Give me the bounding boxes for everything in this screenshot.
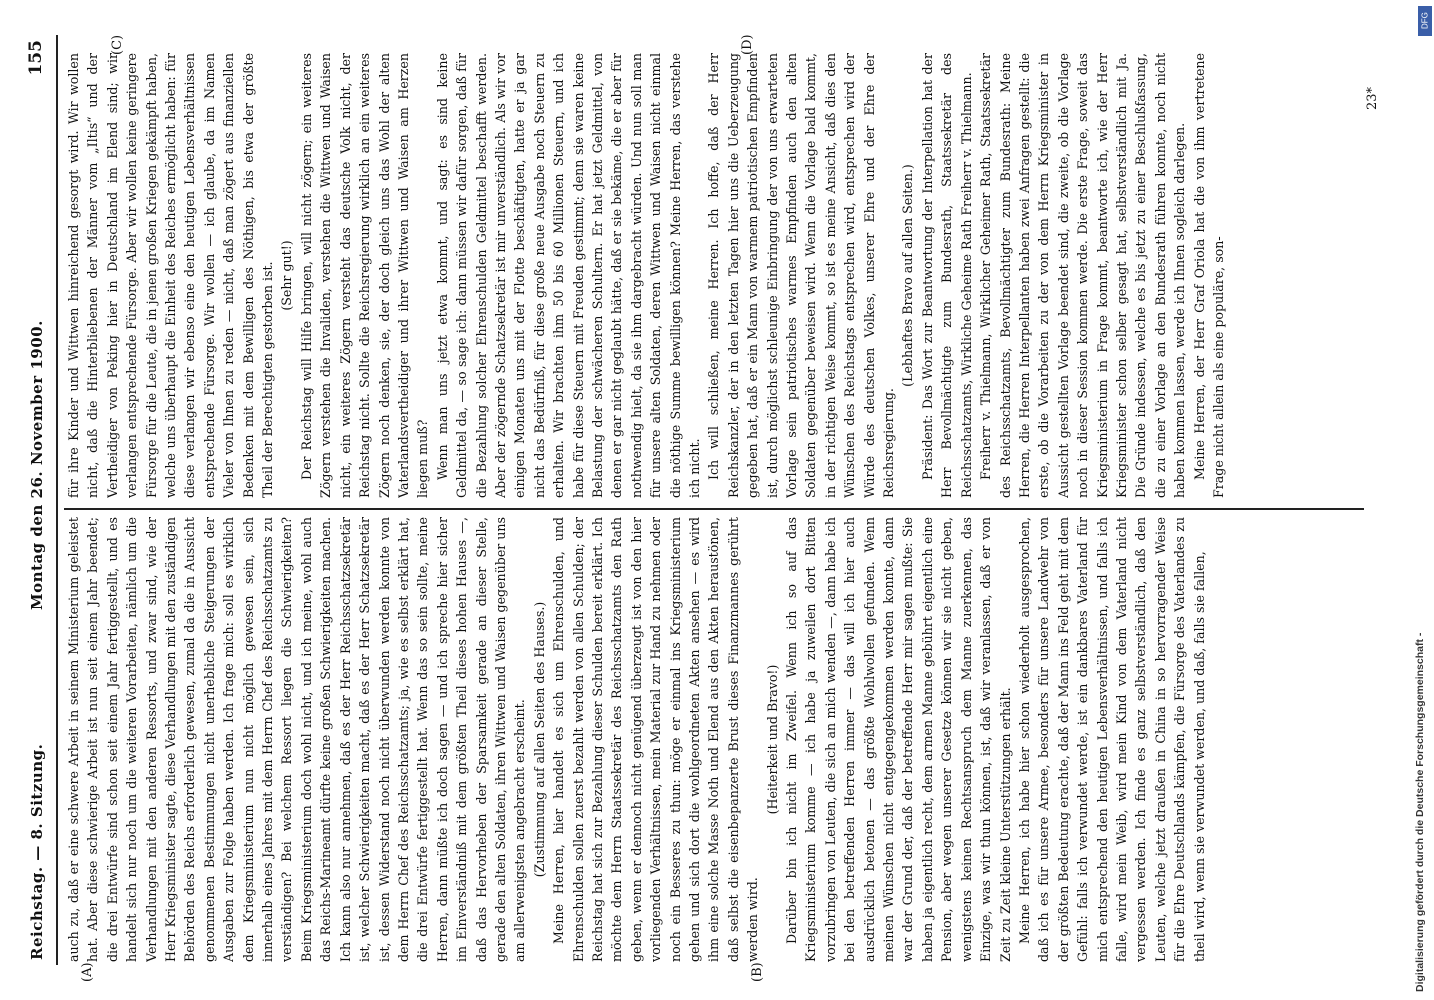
margin-mark-b: (B) bbox=[750, 962, 765, 982]
paragraph: Darüber bin ich nicht im Zweifel. Wenn ich so auf das Kriegsministerium komme — ich habe ja zuweilen dort Bitten vorzubringen von Leuten, die sich an mich wenden —, dann habe ich bei den betreffenden Herren immer — das will ich hier auch ausdrücklich betonen — das größte Wohlwollen gefunden. Wenn meinen Wünschen nicht entgegengekommen werden konnte, dann war der Grund der, daß der betreffende Herr mir sagen mußte: Sie haben ja eigentlich recht, dem armen Manne gebührt eigentlich eine Pension, aber wegen unserer Gesetze können wir sie nicht geben, wenigstens keinen Rechtsanspruch dem Manne zuerkennen, das Einzige, was wir thun können, ist, daß wir veranlassen, daß er von Zeit zu Zeit kleine Unterstützungen erhält. bbox=[784, 517, 1013, 962]
paragraph: Der Reichstag will Hilfe bringen, will nicht zögern; ein weiteres Zögern verstehen die Invaliden, verstehen die Wittwen und Waisen nicht, ein weiteres Zögern versteht das deutsche Volk nicht, der Reichstag nicht. Sollte die Reichsregierung wirklich an ein weiteres Zögern noch denken, sie, der doch gleich uns das Wohl der alten Vaterlandsvertheidiger und ihrer Wittwen und Waisen am Herzen liegen muß? bbox=[298, 53, 431, 498]
header-date: Montag den 26. November 1900. bbox=[28, 320, 46, 610]
paragraph: auch zu, daß er eine schwere Arbeit in seinem Ministerium geleistet hat. Aber diese schwierige Arbeit ist nun seit einem Jahr beendet; die drei Entwürfe sind schon seit einem Jahr fertiggestellt, und es handelt sich nur noch um die weiteren Vorarbeiten, nämlich um die Verhandlungen mit den anderen Ressorts, und zwar sind, wie der Herr Kriegsminister sagte, diese Verhandlungen mit den zuständigen Behörden des Reichs erforderlich gewesen, zumal da die in Aussicht genommenen Bestimmungen nicht unerhebliche Steigerungen der Ausgaben zur Folge haben werden. Ich frage mich: soll es wirklich dem Kriegsministerium nun nicht möglich gewesen sein, sich innerhalb eines Jahres mit dem Herrn Chef des Reichsschatzamts zu verständigen? Bei welchem Ressort liegen die Schwierigkeiten? Beim Kriegsministerium doch wohl nicht, und ich meine, wohl auch das Reichs-Marineamt dürfte keine großen Schwierigkeiten machen. Ich kann also nur annehmen, daß es der Herr Reichsschatzsekretär ist, welcher Schwierigkeiten macht, daß es der Herr Schatzsekretär ist, dessen Widerstand noch nicht überwunden werden konnte von dem Herrn Chef des Reichsschatzamts; ja, wie es selbst erklärt hat, die drei Entwürfe fertiggestellt hat. Wenn das so sein sollte, meine Herren, dann müßte ich doch sagen — und ich spreche hier sicher im Einverständniß mit dem größten Theil dieses hohen Hauses —, daß das Hervorheben der Sparsamkeit gerade an dieser Stelle, gerade den alten Soldaten, ihren Wittwen und Waisen gegenüber uns am allerwenigsten angebracht erscheint. bbox=[66, 517, 528, 962]
digitization-note: Digitalisierung gefördert durch die Deutsche Forschungsgemeinschaft - bbox=[1414, 632, 1426, 992]
page-number: 155 bbox=[26, 40, 46, 76]
paragraph: Wenn man uns jetzt etwa kommt, und sagt: es sind keine Geldmittel da, — so sage ich: dann müssen wir dafür sorgen, daß für die Bezahlung solcher Ehrenschulden Geldmittel beschafft werden. Aber der zögernde Schatzsekretär ist mir unverständlich. Als wir vor einigen Monaten uns mit der Flotte beschäftigten, hatte er ja gar nicht das Bedürfniß, für diese große neue Ausgabe noch Steuern zu erhalten. Wir brachten ihm 50 bis 60 Millionen Steuern, und ich habe für diese Steuern mit Freuden gestimmt; denn sie waren keine Belastung der schwächeren Schultern. Er hat jetzt Geldmittel, von denen er gar nicht geglaubt hätte, daß er sie bekäme, die er aber für nothwendig hielt, da sie ihm dargebracht würden. Und nun soll man für unsere alten Soldaten, deren Wittwen und Waisen nicht einmal die nöthige Summe bewilligen können? Meine Herren, das verstehe ich nicht. bbox=[434, 53, 702, 498]
dfg-logo-icon: DFG bbox=[1418, 6, 1432, 36]
header-rule bbox=[56, 35, 58, 965]
paragraph: für ihre Kinder und Wittwen hinreichend gesorgt wird. Wir wollen nicht, daß die Hinterbliebenen der Männer vom „Iltis“ und der Vertheidiger von Peking hier in Deutschland im Elend sind; wir verlangen entsprechende Fürsorge. Aber wir wollen keine geringere Fürsorge für die Leute, die in jenen großen Kriegen gekämpft haben, welche uns überhaupt die Einheit des Reiches ermöglicht haben: für diese verlangen wir ebenso eine den heutigen Lebensverhältnissen entsprechende Fürsorge. Wir wollen — ich glaube, da im Namen Vieler von Ihnen zu reden — nicht, daß man zögert aus finanziellen Bedenken mit dem Bewilligen des Nöthigen, bis etwa der größte Theil der Berechtigten gestorben ist. bbox=[66, 53, 276, 498]
paragraph: Meine Herren, der Herr Graf Oriola hat die von ihm vertretene Frage nicht allein als eine populäre, son- bbox=[1191, 53, 1226, 498]
interjection: (Lebhaftes Bravo auf allen Seiten.) bbox=[900, 164, 916, 387]
column-rule bbox=[64, 508, 1364, 510]
paragraph: Präsident: Das Wort zur Beantwortung der Interpellation hat der Herr Bevollmächtigte zum Bundesrath, Staatssekretär des Reichsschatzamts, Wirkliche Geheime Rath Freiherr v. Thielmann. bbox=[919, 53, 974, 498]
paragraph: Freiherr v. Thielmann, Wirklicher Geheimer Rath, Staatssekretär des Reichsschatzamts, Bevollmächtigter zum Bundesrath: Meine Herren, die Herren Interpellanten haben zwei Anfragen gestellt: die erste, ob die Vorarbeiten zu der von dem Herrn Kriegsminister in Aussicht gestellten Vorlage beendet sind, die zweite, ob die Vorlage noch in dieser Session kommen werde. Die erste Frage, soweit das Kriegsministerium in Frage kommt, beantworte ich, wie der Herr Kriegsminister schon selber gesagt hat, selbstverständlich mit Ja. Die Gründe indessen, welche es bis jetzt zu einer Beschlußfassung, die zu einer Vorlage an den Bundesrath führen konnte, noch nicht haben kommen lassen, werde ich Ihnen sogleich darlegen. bbox=[978, 53, 1188, 498]
interjection: (Zustimmung auf allen Seiten des Hauses.) bbox=[531, 601, 547, 878]
right-column bbox=[64, 53, 1380, 498]
margin-mark-a: (A) bbox=[80, 962, 95, 982]
margin-mark-c: (C) bbox=[110, 34, 125, 55]
signature-mark: 23* bbox=[1365, 86, 1380, 110]
paragraph: Meine Herren, hier handelt es sich um Ehrenschulden, und Ehrenschulden sollen zuerst bezahlt werden von allen Schulden; der Reichstag hat sich zur Bezahlung dieser Schulden bereit erklärt. Ich möchte dem Herrn Staatssekretär des Reichsschatzamts den Rath geben, wenn er dennoch nicht genügend überzeugt ist von den hier vorliegenden Verhältnissen, mein Material zur Hand zu nehmen oder noch ein Besseres zu thun: möge er einmal ins Kriegsministerium gehen und sich dort die wohlgeordneten Akten ansehen — es wird ihm eine solche Masse Noth und Elend aus den Akten heraustönen, daß selbst die eisenbepanzerte Brust dieses Finanzmannes gerührt werden wird. bbox=[551, 517, 761, 962]
interjection: (Heiterkeit und Bravo!) bbox=[764, 664, 780, 815]
paragraph: Ich will schließen, meine Herren. Ich hoffe, daß der Herr Reichskanzler, der in den letzten Tagen hier uns die Ueberzeugung gegeben hat, daß er ein Mann von warmem patriotischen Empfinden ist, durch möglichst schleunige Einbringung der von uns erwarteten Vorlage sein patriotisches warmes Empfinden auch den alten Soldaten gegenüber beweisen wird. Wenn die Vorlage bald kommt, in der richtigen Weise kommt, so ist es meine Ansicht, daß dies den Wünschen des Reichstags entsprechen wird, entsprechen wird der Würde des deutschen Volkes, unserer Ehre und der Ehre der Reichsregierung. bbox=[706, 53, 897, 498]
left-column bbox=[64, 517, 1380, 962]
margin-mark-d: (D) bbox=[740, 34, 755, 55]
interjection: (Sehr gut!) bbox=[279, 240, 295, 311]
digitization-strip bbox=[1412, 8, 1432, 992]
paragraph: Meine Herren, ich habe hier schon wiederholt ausgesprochen, daß ich es für unsere Armee, besonders für unsere Landwehr von der größten Bedeutung erachte, daß der Mann ins Feld geht mit dem Gefühl: falls ich verwundet werde, ist ein dankbares Vaterland für mich entsprechend den heutigen Lebensverhältnissen, und falls ich falle, wird mein Weib, wird mein Kind von dem Vaterland nicht vergessen werden. Ich finde es ganz selbstverständlich, daß den Leuten, welche jetzt draußen in China in so hervorragender Weise für die Ehre Deutschlands kämpfen, die Fürsorge des Vaterlandes zu theil wird, wenn sie verwundet werden, und daß, falls sie fallen, bbox=[1016, 517, 1207, 962]
header-session: Reichstag. — 8. Sitzung. bbox=[28, 743, 46, 960]
rotated-page bbox=[20, 30, 1400, 990]
page-header bbox=[20, 30, 54, 990]
